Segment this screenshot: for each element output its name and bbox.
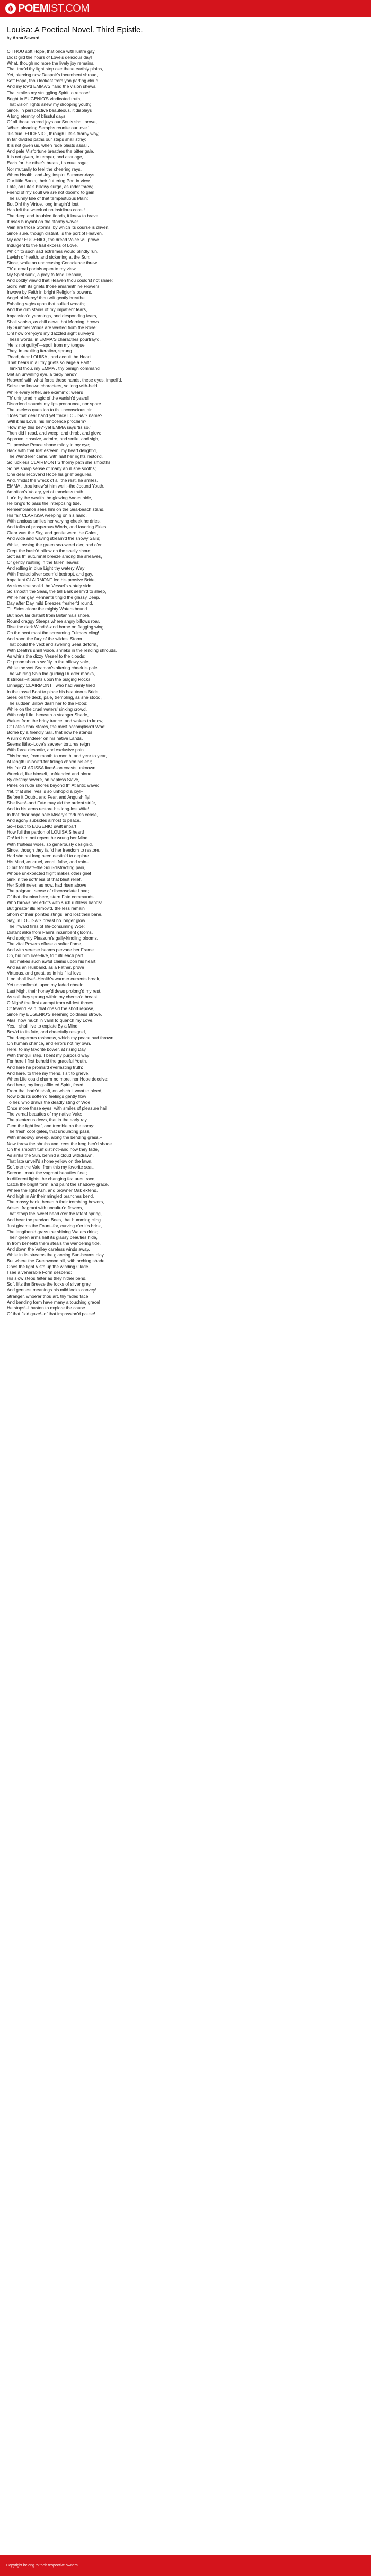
byline xyxy=(7,36,364,40)
poem-line: His Mind, as cruel, venal, false, and vain– xyxy=(7,858,89,864)
poem-line: Clear was the Sky, and gentle were the Gales, xyxy=(7,530,98,536)
poemist-logo-icon[interactable] xyxy=(5,3,16,14)
poem-line: On the smooth turf distinct–and now they fade, xyxy=(7,1146,99,1152)
poem-line: Since, in perspective beauteous, it displays xyxy=(7,107,92,113)
poem-line: Bright in EUGENIO'S vindicated truth, xyxy=(7,95,82,101)
poem-line: The useless question to th' unconscious air. xyxy=(7,406,93,412)
poem-line: It rises buoyant on the stormy wave! xyxy=(7,219,78,225)
poem-line: Shorn of their pointed stings, and lost their bane. xyxy=(7,911,103,917)
poem-line: That late unveil'd shone yellow on the lawn. xyxy=(7,1158,93,1164)
poem-line: A ruin'd Wanderer on his native Lands, xyxy=(7,736,83,741)
poem-line: Back with that lost esteem, my heart delight'd, xyxy=(7,448,98,454)
poem-line: Now throw the shrubs and trees the lengthen'd shade xyxy=(7,1140,112,1146)
poem-line: My dear EUGENIO , the dread Voice will prove xyxy=(7,236,99,242)
poem-line: It strikes!–it bursts upon the bulging Rocks! xyxy=(7,677,92,683)
poem-line: Their green arms half its glassy beauties hide, xyxy=(7,1234,98,1240)
poem-line: 'How may this be?'-yet EMMA says 'tis so.' xyxy=(7,424,91,430)
poem-line: Oh, bid him live!–live, to fulfil each part xyxy=(7,953,83,959)
poem-line: 'Read, dear LOUISA , and acquit the Heart xyxy=(7,354,91,360)
poem-line: Who throws her edicts with such ruthless hands! xyxy=(7,900,102,906)
poem-line: What, though no more the lively joy remains, xyxy=(7,60,95,66)
poem-line: Unhappy CLAIRMONT , who had vainly tried xyxy=(7,683,95,688)
poem-line: The deep and troubled floods, it knew to brave! xyxy=(7,213,100,219)
poem-line: And the dim stains of my impatient tears, xyxy=(7,307,87,313)
poem-line: Of all those sacred joys our Souls shall prove, xyxy=(7,119,97,125)
poem-line: This borne, from month to month, and year to year, xyxy=(7,753,107,759)
poem-line: Which to such sad extremes would blindly run, xyxy=(7,248,99,254)
poem-line: While on the cruel waters' sinking crowd, xyxy=(7,706,87,712)
poem-line: From that barb'd shaft, on which it wont to bleed, xyxy=(7,1087,103,1093)
poem-line: She lives!–and Fate may aid the ardent strife, xyxy=(7,800,96,805)
poem-line: Or prone shoots swiftly to the billowy vale, xyxy=(7,659,90,665)
poem-line: The mossy bank, beneath their trembling bowers, xyxy=(7,1199,104,1205)
poem-line: The poignant sense of disconsolate Love; xyxy=(7,888,89,894)
poem-line: Has felt the wreck of no insidious coast! xyxy=(7,207,85,213)
poem-line: Soft o'er the Vale, from this my favorite seat, xyxy=(7,1164,94,1170)
poem-line: With fruitless woes, so generously design'd. xyxy=(7,841,93,847)
poem-line: Think'st thou, my EMMA , thy benign command xyxy=(7,366,100,371)
poem-line: Opes the light Vista up the winding Glade, xyxy=(7,1264,90,1270)
poem-line: But greater ills remov'd, the less remain xyxy=(7,906,85,911)
poem-line: While her gay Pennants ting'd the glassy Deep. xyxy=(7,595,100,600)
poem-line: That trac'd thy light step o'er these earthly plains, xyxy=(7,66,103,72)
poem-line: While every letter, are examin'd; wears xyxy=(7,389,83,395)
poem-line: Fate, on Life's billowy surge, asunder threw; xyxy=(7,183,94,189)
poem-line: While, tossing the green sea-weed o'er, and o'er, xyxy=(7,542,103,547)
poem-line: But Oh! thy Virtue, long imagin'd lost, xyxy=(7,201,80,207)
poem-line: O THOU soft Hope, that once with lustre gay xyxy=(7,49,95,54)
poem-line: Vain are those Storms, by which its course is driven, xyxy=(7,225,110,231)
poem-line: Yet, that she lives is so unhop'd a joy!– xyxy=(7,788,83,794)
poem-line: And here he promis'd everlasting truth: xyxy=(7,1064,83,1070)
author-link[interactable]: Anna Seward xyxy=(12,36,40,40)
poem-line: Alas! how much in vain! to quench my Love. xyxy=(7,1017,94,1023)
poem-line: Rise the dark Winds!–and borne on flagging wing, xyxy=(7,624,105,630)
poem-line: I see a venerable Form descend; xyxy=(7,1270,72,1276)
poem-line: 'He is not guilty!'—spoil from my tongue xyxy=(7,342,85,348)
poem-line: Now bids its soften'd feelings gently flow xyxy=(7,1093,86,1099)
poem-line: They, in exulting iteration, sprung. xyxy=(7,348,74,353)
poem-line: The plenteous dews, that in the early ray xyxy=(7,1117,87,1123)
poem-line: O but for that!–the Soul-distracting pain, xyxy=(7,864,86,870)
poem-line: Distant alike from Pain's incumbent glooms, xyxy=(7,929,93,935)
poem-line: Borne by a friendly Sail, that now he stands xyxy=(7,730,93,736)
poem-line: Seize the known characters, so long with-held! xyxy=(7,383,99,389)
poem-line: And as an Husband, as a Father, prove xyxy=(7,964,84,970)
poem-line: Nor mutually to feel the cheering rays, xyxy=(7,166,82,172)
poem-line: And agony subsides almost to peace. xyxy=(7,818,81,824)
poem-line: So luckless CLAIRMONT'S thorny path she smooths; xyxy=(7,459,112,465)
poem-line: Disorder'd sounds my lips pronounce, nor spare xyxy=(7,401,101,406)
poem-line: Wakes from the briny trance, and wakes to know, xyxy=(7,718,104,723)
poem-line: 'Will it his Love, his Innocence proclaim? xyxy=(7,418,87,424)
poem-line: But now, far distant from Britannia's shore, xyxy=(7,612,91,618)
poem-line: Of fever'd Pain, that chas'd the short repose, xyxy=(7,1005,95,1011)
poem-line: Stranger, whoe'er thou art, thy faded face xyxy=(7,1293,89,1299)
poem-line: Just gleams the Fount–for, curving o'er it's brink, xyxy=(7,1223,102,1228)
poem-line: He stops!–I hasten to explore the cause xyxy=(7,1305,85,1311)
poem-line: Of Fate's dark stores, the most accomplish'd Woe! xyxy=(7,723,106,729)
poem-line: As slow she scal'd the Vessel's stately side. xyxy=(7,583,93,589)
poem-line: Oh! let him not repent he wrung her Mind xyxy=(7,835,88,841)
poem-line: Soil'd with its griefs those amaranthine Flowers, xyxy=(7,284,101,289)
poem-line: By Summer Winds are wasted from the Rose! xyxy=(7,324,97,330)
poem-line: With Death's shrill voice, shrieks in the rending shrouds, xyxy=(7,647,117,653)
poem-line: While in its streams the glancing Sun-beams play. xyxy=(7,1252,105,1258)
poem-line: His slow steps falter as they hither bend. xyxy=(7,1276,87,1281)
poem-line: One dear recover'd Hope his grief beguiles, xyxy=(7,471,93,477)
poem-line: Catch the bright form, and paint the shadowy grace. xyxy=(7,1182,109,1188)
poem-line: O Night! the first exempt from wildest throes xyxy=(7,999,93,1005)
poem-line: Wreck'd, like himself, unfriended and alone, xyxy=(7,771,93,776)
site-footer xyxy=(0,2555,371,2576)
poem-line: When Life could charm no more, nor Hope deceive; xyxy=(7,1076,109,1082)
poem-line: Virtuous, and great, as in his filial love! xyxy=(7,970,83,976)
poem-line: A long eternity of blissful days; xyxy=(7,113,67,119)
poem-line: Since sure, though distant, is the port of Heaven. xyxy=(7,231,103,236)
poem-line: With shadowy sweep, along the bending grass.– xyxy=(7,1135,102,1140)
poem-line: And bending form have many a touching grace! xyxy=(7,1299,100,1305)
poem-line: Angel of Mercy! thou wilt gently breathe. xyxy=(7,295,86,301)
poem-line: That stoop the sweet head o'er the latent spring, xyxy=(7,1211,102,1217)
byline-prefix: by xyxy=(7,36,12,40)
poem-line: Impassion'd yearnings, and desponding fears, xyxy=(7,313,98,318)
poem-line: Since, though they fail'd her freedom to restore, xyxy=(7,847,101,853)
poem-line: The vernal beauties of my native Vale; xyxy=(7,1111,82,1117)
poem-line: In different lights the changing features trace, xyxy=(7,1176,96,1181)
poem-line: Soft as th' autumnal breeze among the sheaves, xyxy=(7,553,102,559)
poem-line: The whirling Ship the guiding Rudder mocks, xyxy=(7,671,95,677)
poem-line: With force despotic, and exclusive pain. xyxy=(7,747,85,753)
poem-line: The sunny Isle of that tempestuous Main; xyxy=(7,195,89,201)
poem-line: And rolling in blue Light thy watery Way xyxy=(7,565,85,571)
poem-line: And high in Air their mingled branches bend, xyxy=(7,1193,94,1199)
poem-line: How full the pardon of LOUISA'S heart! xyxy=(7,829,84,835)
poem-line: Remembrance sees him on the Sea-beach stand, xyxy=(7,507,105,512)
poem-line: And here, my long afflicted Spirit, freed xyxy=(7,1082,84,1087)
poem-line: Impatient CLAIRMONT led his pensive Bride, xyxy=(7,577,96,583)
poem-line: The inward fires of life-consuming Woe; xyxy=(7,923,85,929)
poem-line: And here, to thee my friend, I sit to grieve, xyxy=(7,1070,90,1076)
poem-line: Approve, absolve, admire, and smile, and sigh, xyxy=(7,436,100,442)
poem-line: Round craggy Steeps where angry billows roar, xyxy=(7,618,100,624)
poem-line: These words, in EMMA'S characters pourtray'd, xyxy=(7,336,101,342)
poem-line: Of that fix'd gaze!–of that impassion'd pause! xyxy=(7,1311,95,1316)
poem-line: That vision lights anew my drooping youth; xyxy=(7,101,91,107)
poem-line: Here, to my favorite bower, at rising Day, xyxy=(7,1047,87,1052)
poem-line: For here I first beheld the graceful Youth, xyxy=(7,1058,87,1064)
poem-line: EMMA , thou knew'st him well;–the Jocund Youth, xyxy=(7,483,105,489)
poem-line: That could the vext and swelling Seas deform, xyxy=(7,641,98,647)
poem-line: Seems little;–Love's severer tortures reign xyxy=(7,741,90,747)
site-logo[interactable] xyxy=(18,3,90,15)
poem-line: Our little Barks, their fluttering Port in view, xyxy=(7,178,91,183)
poem-line: The vital Powers effuse a softer flame, xyxy=(7,941,83,946)
poem-line: By destiny severe, an hapless Slave, xyxy=(7,776,80,782)
poem-line: In from beneath them steals the wandering tide, xyxy=(7,1240,101,1246)
poem-line: Since, while an unaccusing Conscience threw xyxy=(7,260,97,265)
poem-line: 'That bears in all thy griefs so large a Part.' xyxy=(7,360,91,366)
poem-line: Since my EUGENIO'S seeming coldness strove, xyxy=(7,1011,102,1017)
poem-line: Th' uninjured magic of the vanish'd years! xyxy=(7,395,89,401)
poem-line: It is not given, to temper, and assuage, xyxy=(7,154,83,160)
poem-line: Lur'd by the wealth the glowing Andes hide, xyxy=(7,494,92,500)
poem-line: As soft they sprung within my cherish'd breast. xyxy=(7,994,99,999)
poem-line: Sees on the deck, pale, trembling, as she stood, xyxy=(7,694,102,700)
poem-line: Yes, I shall live to expiate By a Mind xyxy=(7,1023,78,1029)
poem-line: It is not given us, when rude blasts assail, xyxy=(7,143,89,148)
poem-line: That smiles my struggling Spirit to repose! xyxy=(7,90,90,95)
logo-suffix: IST.COM xyxy=(48,2,90,14)
poem-line: Friend of my soul! we are not doom'd to gain xyxy=(7,189,94,195)
poem-line: And pale Misfortune breathes the bitter gale, xyxy=(7,148,94,154)
poem-line: Had she not long been destin'd to deplore xyxy=(7,853,89,858)
poem-line: Sink in the softness of that blest relief, xyxy=(7,877,82,882)
poem-title: Louisa: A Poetical Novel. Third Epistle. xyxy=(7,25,143,34)
poem-line: So his sharp sense of many an ill she sooths; xyxy=(7,465,96,471)
poem-body xyxy=(7,49,364,1317)
poem-line: Yet unconfirm'd, upon my faded cheek: xyxy=(7,982,84,988)
poem-content xyxy=(0,17,371,1317)
poem-line: And soon the fury of the wildest Storm xyxy=(7,635,82,641)
poem-line: So smooth the Seas, the tall Bark seem'd to sleep, xyxy=(7,589,107,595)
poem-line: With frosted silver seem'd bedropt, and gay. xyxy=(7,571,93,577)
poem-line: Soft lifts the Breeze the locks of silver grey, xyxy=(7,1281,92,1287)
poem-line: Or gently rustling in the fallen leaves; xyxy=(7,559,80,565)
poem-line: 'Tis true, EUGENIO , through Life's thorny way, xyxy=(7,131,100,137)
poem-line: Gem the light leaf, and tremble on the spray: xyxy=(7,1123,95,1129)
site-header xyxy=(0,0,371,17)
poem-line: And bear the pendant Bees, that humming cling. xyxy=(7,1217,102,1223)
poem-line: Before it Doubt, and Fear, and Anguish fly! xyxy=(7,794,91,800)
poem-line: Pines on rude shores beyond th' Atlantic wave; xyxy=(7,782,99,788)
poem-line: Till Skies alone the mighty Waters bound. xyxy=(7,606,89,612)
poem-line: In that dear hope pale Misery's tortures cease, xyxy=(7,812,98,818)
poem-line: And coldly view'd that Heaven thou could'st not share; xyxy=(7,278,113,284)
poem-line: And, 'midst the wreck of all the rest, he smiles. xyxy=(7,477,98,483)
poem-line: The dangerous rashness, which my peace had thrown xyxy=(7,1035,114,1041)
poem-line: Till pensive Peace shone mildly in my eye; xyxy=(7,442,91,448)
poem-line: In the toss'd Boat to place his beauteous Bride, xyxy=(7,688,100,694)
poem-line: The lengthen'd grass the shining Waters drink; xyxy=(7,1228,99,1234)
poem-line: Soft Hope, thou lookest from yon parting cloud; xyxy=(7,78,100,84)
poem-line: While the wet Seaman's altering cheek is pale. xyxy=(7,665,99,671)
poem-line: To her, who draws the deadly sting of Woe, xyxy=(7,1099,92,1105)
poem-line: My Spirit sunk, a prey to fond Despair, xyxy=(7,271,82,277)
poem-line: Oh! how o'er-joy'd my dazzled sight survey'd xyxy=(7,330,94,336)
poem-line: 'When pleading Seraphs reunite our love.' xyxy=(7,125,89,131)
poem-line: Whose unexpected flight makes other grief xyxy=(7,870,91,876)
poem-line: Her Spirit ne'er, as now, had risen above xyxy=(7,882,87,888)
poem-line: When Health, and Joy, inspirit Summer-days. xyxy=(7,172,96,178)
poem-line: And talks of prosperous Winds, and favoring Skies. xyxy=(7,524,108,530)
poem-line: And sprightly Pleasure's gaily-kindling blooms, xyxy=(7,935,98,941)
poem-line: And down the Valley careless winds away, xyxy=(7,1246,90,1252)
poem-line: And wide and waving stream'd the snowy Sails; xyxy=(7,536,101,542)
poem-line: Ambition's Votary, yet of tameless truth. xyxy=(7,489,85,494)
poem-line: And gentlest meanings his mild looks convey! xyxy=(7,1287,96,1293)
poem-line: Bow'd to its fate, and cheerfully resign'd, xyxy=(7,1029,86,1035)
poem-line: Once more these eyes, with smiles of pleasure hail xyxy=(7,1105,107,1111)
poem-line: Exhaling sighs upon that sullied wreath; xyxy=(7,301,85,307)
poem-line: In far divided paths our steps shall stray; xyxy=(7,137,86,143)
poem-line: Met an unwilling eye, a tardy hand? xyxy=(7,371,77,377)
poem-line: But where the Greenwood hill, with arching shade, xyxy=(7,1258,106,1264)
poem-line: He long'd to pass the interposing tide. xyxy=(7,501,81,507)
poem-line: Lavish of health, and sickening at the Sun; xyxy=(7,254,91,260)
poem-line: Heaven! with what force these hands, these eyes, impell'd, xyxy=(7,377,122,383)
poem-line: So–I bout to EUGENIO swift impart xyxy=(7,824,76,829)
poem-line: His fair CLARISSA weeping on his hand. xyxy=(7,512,87,518)
poem-line: Shall vanish, as chill dews that Morning throws xyxy=(7,318,99,324)
poem-line: On human chance, and errors not my own. xyxy=(7,1041,91,1047)
poem-line: With anxious smiles her varying cheek he dries, xyxy=(7,518,101,524)
poem-line: The fresh cool gales, that undulating pass, xyxy=(7,1129,91,1135)
poem-line: His fair CLARISSA lives!–on coasts unknown xyxy=(7,765,96,771)
poem-line: And my lov'd EMMA'S hand the vision shews, xyxy=(7,84,97,90)
copyright-text: Copyright belong to their respective owners xyxy=(6,2563,78,2568)
poem-line: And with serener beams pervade her Frame. xyxy=(7,946,95,952)
poem-line: Last Night their honey'd dews prolong'd my rest, xyxy=(7,988,102,994)
poem-line: Didst gild the hours of Love's delicious day! xyxy=(7,55,92,60)
poem-line: Each for the other's breast, its cruel rage; xyxy=(7,160,88,166)
logo-prefix: POEM xyxy=(18,2,48,14)
poem-line: On the bent mast the screaming Fulmars cling! xyxy=(7,630,99,635)
poem-line: The Wanderer came, with half her rights restor'd. xyxy=(7,454,103,459)
poem-line: With only Life, beneath a stranger Shade, xyxy=(7,712,89,718)
poem-line: Arises, fragrant with uncultur'd flowers, xyxy=(7,1205,83,1211)
poem-line: Th' eternal portals open to my view, xyxy=(7,265,77,271)
poem-line: 'Does that dear hand yet trace LOUISA'S name? xyxy=(7,412,103,418)
poem-line: Indulgent to the frail excess of Love, xyxy=(7,242,78,248)
poem-line: Yet, piercing now Despair's incumbent shroud, xyxy=(7,72,98,78)
poem-line: I too shall live!–Health's warmer currents break, xyxy=(7,976,101,982)
poem-line: The sudden Billow dash her to the Flood; xyxy=(7,700,88,706)
poem-line: Serene I mark the vagrant beauties fleet; xyxy=(7,1170,87,1175)
poem-line: With tranquil step, I bent my purpos'd way; xyxy=(7,1052,91,1058)
poem-line: Then did I read, and weep, and throb, and glow; xyxy=(7,430,101,436)
poem-line: As sinks the Sun, behind a cloud withdrawn, xyxy=(7,1152,94,1158)
poem-line: And to his arms restore his long-lost Wife! xyxy=(7,806,89,812)
poem-line: Where the light Ash, and browner Oak extend, xyxy=(7,1188,98,1193)
poem-line: Inwove by Faith in bright Religion's bowers. xyxy=(7,289,92,295)
poem-line: As whirls the dizzy Vessel to the clouds; xyxy=(7,653,86,659)
poem-line: Crept the hush'd billow on the shelly shore; xyxy=(7,547,92,553)
poem-line: Say, in LOUISA'S breast no longer glow xyxy=(7,917,85,923)
poem-line: That makes such awful claims upon his heart; xyxy=(7,959,97,964)
poem-line: At length unlook'd-for tidings charm his ear; xyxy=(7,759,92,765)
poem-line: Day after Day mild Breezes fresher'd round, xyxy=(7,600,93,606)
poem-line: Of that disunion here, stern Fate commands, xyxy=(7,894,95,900)
